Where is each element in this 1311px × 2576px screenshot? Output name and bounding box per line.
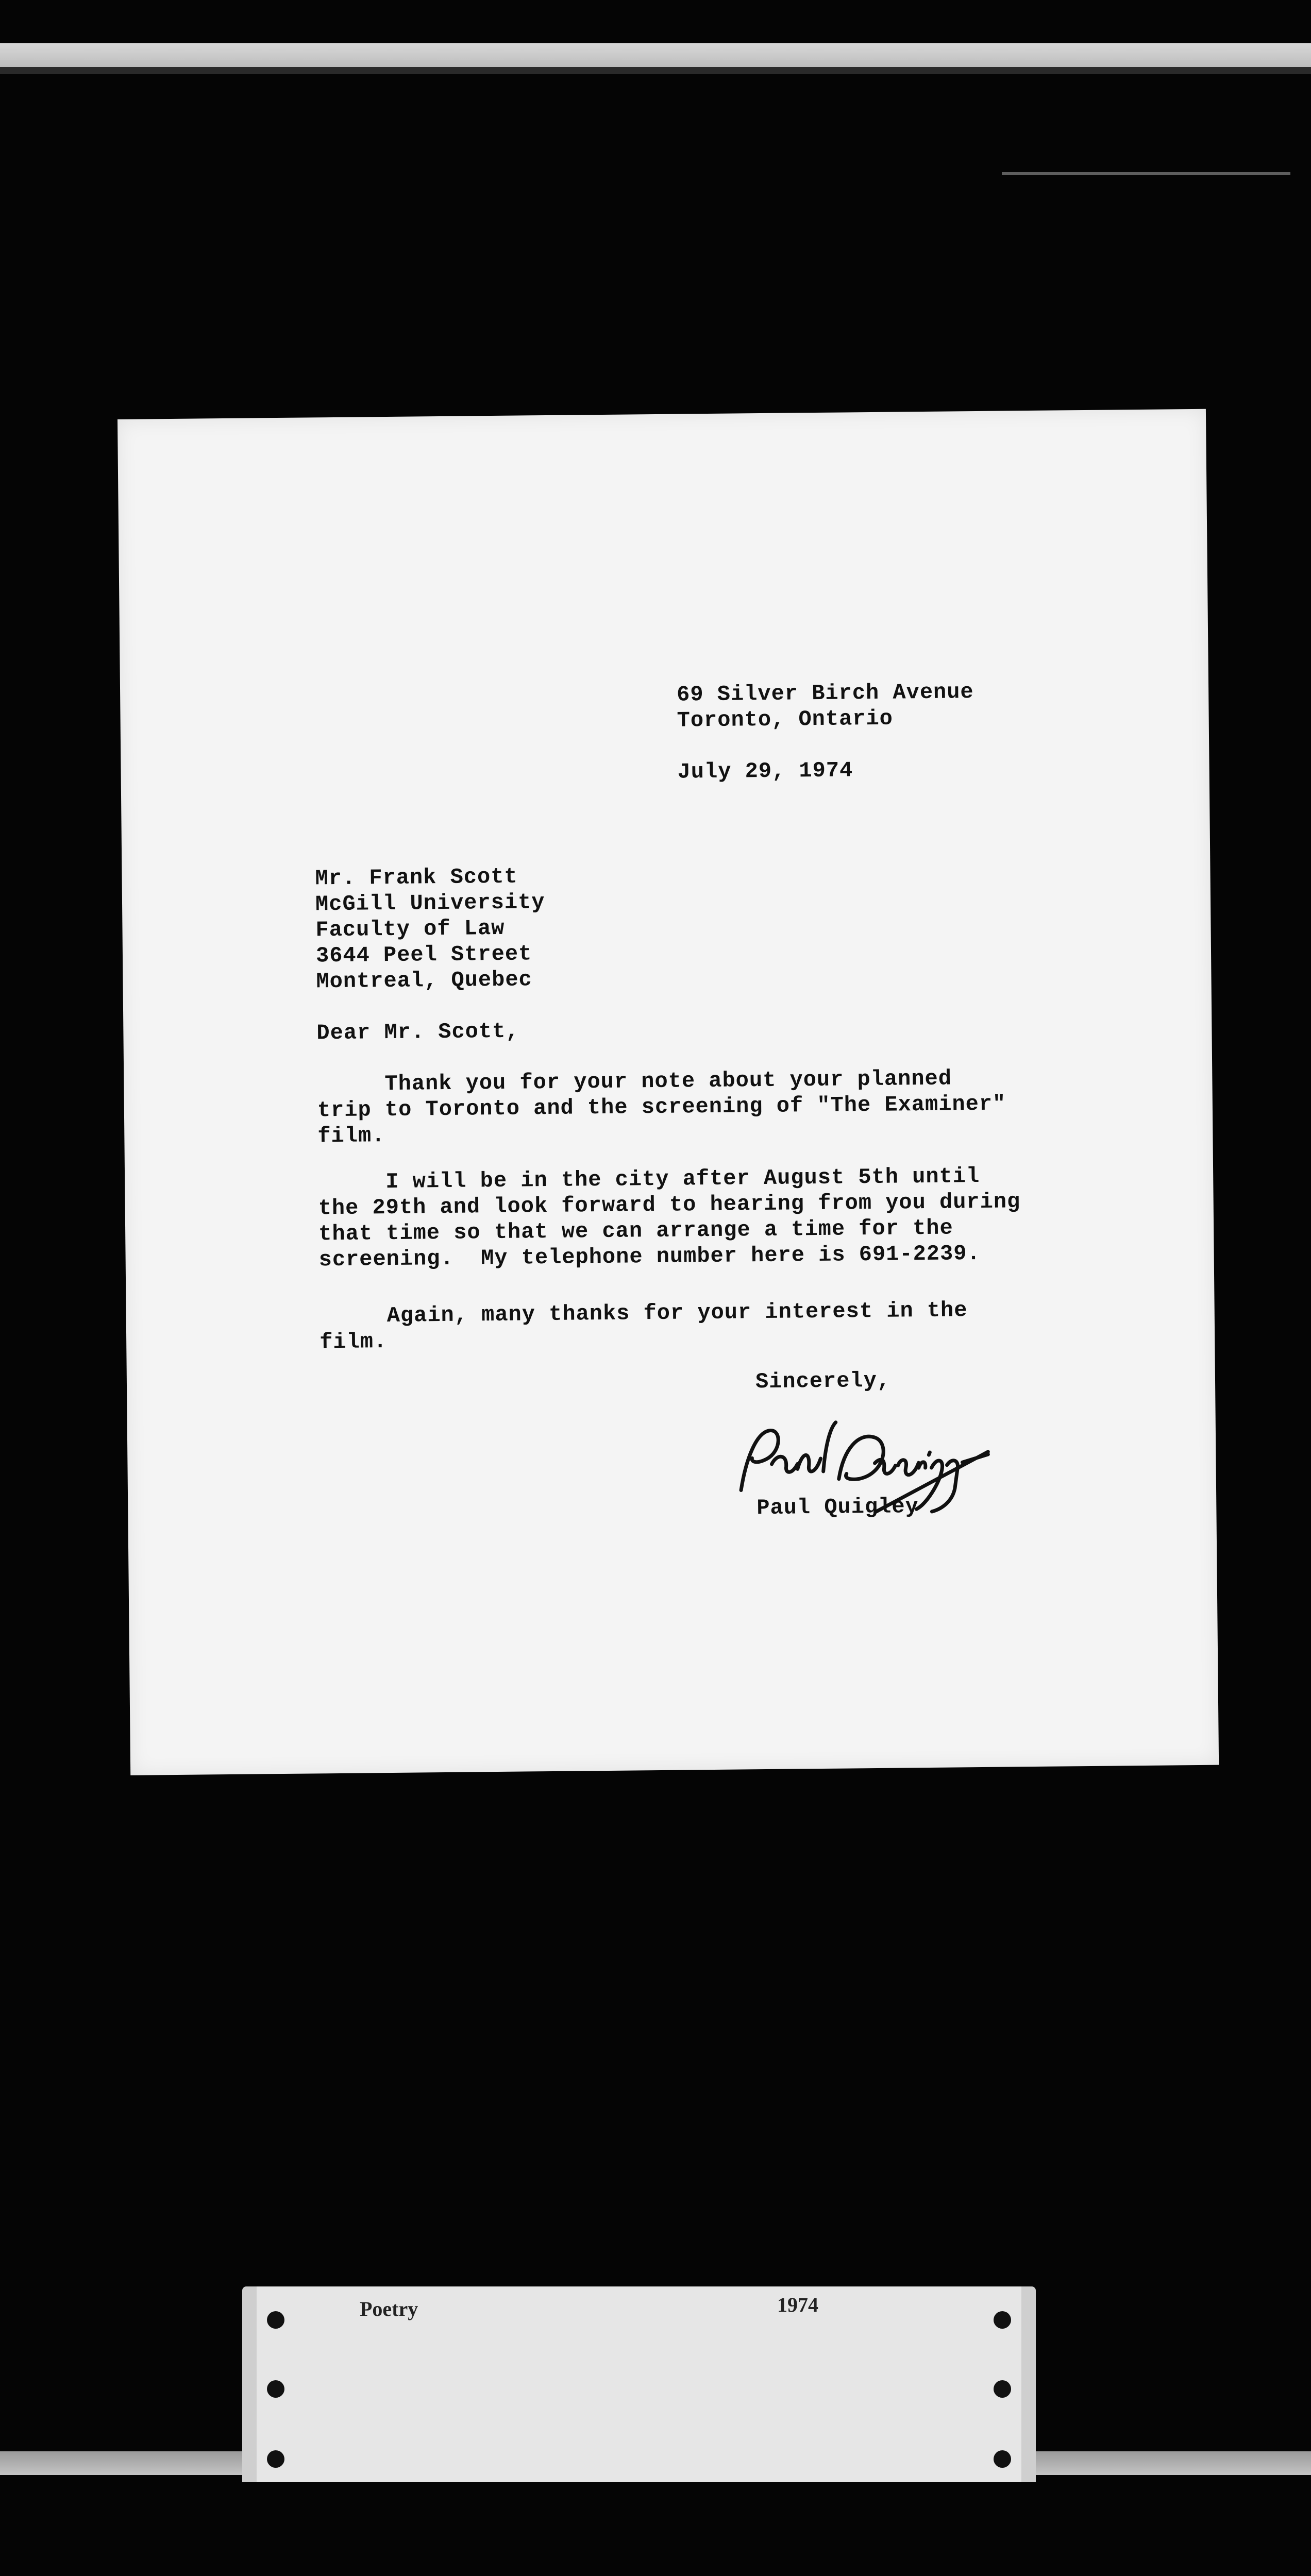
salutation	[316, 1019, 519, 1046]
film-edge-top-shadow	[0, 67, 1311, 74]
recipient-line: Mr. Frank Scott	[315, 864, 518, 891]
index-tab-card	[242, 2286, 1036, 2482]
punch-hole	[994, 2380, 1011, 2398]
paragraph-line: Again, many thanks for your interest in the	[319, 1298, 968, 1329]
return-address-line: Toronto, Ontario	[677, 706, 894, 733]
body-paragraph-3	[319, 1296, 1092, 1355]
recipient-line: 3644 Peel Street	[315, 941, 532, 969]
punch-hole	[994, 2450, 1011, 2468]
salutation-text: Dear Mr. Scott,	[316, 1019, 519, 1046]
punch-hole	[267, 2311, 284, 2329]
complimentary-close	[755, 1368, 891, 1395]
signer-name	[757, 1494, 919, 1521]
film-edge-top	[0, 43, 1311, 67]
letter-date	[677, 757, 853, 785]
punch-hole	[267, 2380, 284, 2398]
paragraph-line: film.	[317, 1123, 385, 1149]
recipient-address	[315, 863, 546, 994]
typed-letter	[117, 409, 1219, 1775]
paragraph-line: Thank you for your note about your planned	[317, 1066, 952, 1097]
return-address	[677, 679, 974, 734]
paragraph-line: the 29th and look forward to hearing from you during	[318, 1189, 1021, 1221]
film-scratch	[1002, 172, 1290, 175]
recipient-line: McGill University	[315, 890, 545, 917]
body-paragraph-2	[318, 1162, 1092, 1273]
paragraph-line: trip to Toronto and the screening of "The Examiner"	[317, 1091, 1006, 1123]
tab-year: 1974	[777, 2293, 818, 2316]
return-address-line: 69 Silver Birch Avenue	[676, 680, 974, 707]
paragraph-line: that time so that we can arrange a time for the	[318, 1215, 953, 1247]
paragraph-line: I will be in the city after August 5th until	[318, 1164, 980, 1195]
closing-text: Sincerely,	[755, 1368, 891, 1395]
paragraph-line: film.	[319, 1329, 388, 1355]
signer-text: Paul Quigley	[757, 1494, 919, 1521]
recipient-line: Faculty of Law	[315, 916, 505, 943]
punch-hole	[267, 2450, 284, 2468]
body-paragraph-1	[317, 1064, 1090, 1149]
punch-hole	[994, 2311, 1011, 2329]
paragraph-line: screening. My telephone number here is 691-2239.	[318, 1241, 981, 1273]
tab-subject: Poetry	[360, 2297, 418, 2320]
date-text: July 29, 1974	[677, 758, 853, 785]
recipient-line: Montreal, Quebec	[316, 967, 532, 994]
